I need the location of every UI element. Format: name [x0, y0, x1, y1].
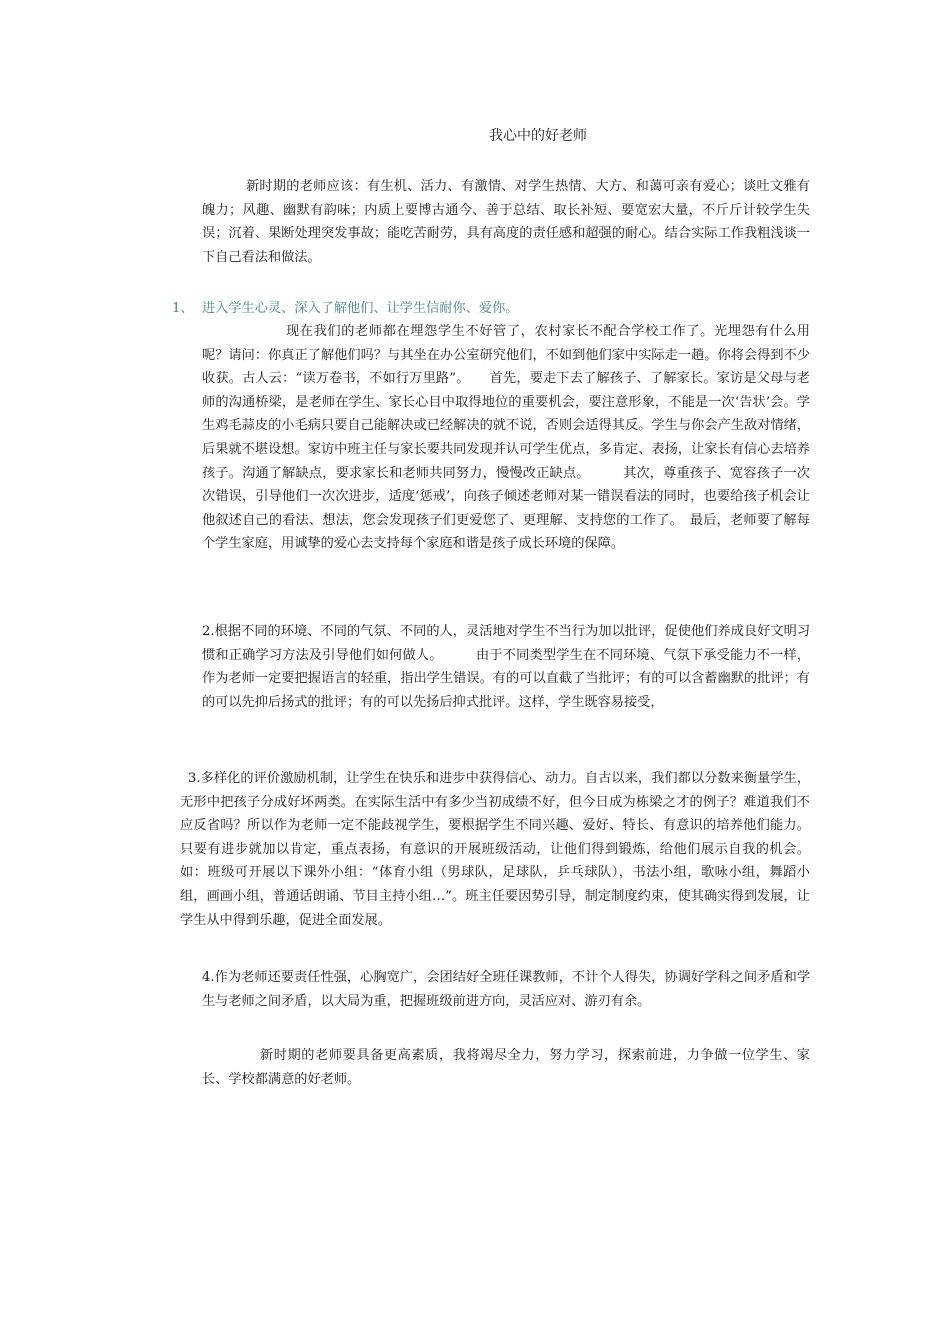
section-3-paragraph: 3.多样化的评价激励机制，让学生在快乐和进步中获得信心、动力。自古以来，我们都以分数来衡量学生，无形中把孩子分成好坏两类。在实际生活中有多少当初成绩不好，但今日成为栋梁之才的例子？难道我们不应反省吗？所以作为老师一定不能歧视学生，要根据学生不同兴趣、爱好、特长、有意识的培养他们能力。只要有进步就加以肯定，重点表扬，有意识的开展班级活动，让他们得到锻炼，给他们展示自我的机会。如：班级可开展以下课外小组：“体育小组（男球队，足球队，乒乓球队），书法小组，歌咏小组，舞蹈小组，画画小组，普通话朗诵、节目主持小组…”。班主任要因势引导，制定制度约束，使其确实得到发展，让学生从中得到乐趣，促进全面发展。 [180, 771, 810, 928]
section-1-heading [172, 297, 519, 321]
section-1-number: 1、 [172, 301, 194, 316]
section-4-paragraph: 4.作为老师还要责任性强，心胸宽广，会团结好全班任课教师，不计个人得失，协调好学科之间矛盾和学生与老师之间矛盾，以大局为重，把握班级前进方向，灵活应对、游刃有余。 [202, 970, 810, 1009]
intro-paragraph: 新时期的老师应该：有生机、活力、有激情、对学生热情、大方、和蔼可亲有爱心；谈吐文雅有魄力；风趣、幽默有韵味；内质上要博古通今、善于总结、取长补短、要宽宏大量，不斤斤计较学生失误；沉着、果断处理突发事故；能吃苦耐劳，具有高度的责任感和超强的耐心。结合实际工作我粗浅谈一下自己看法和做法。 [202, 179, 810, 265]
page-title: 我心中的好老师 [489, 128, 587, 144]
conclusion-paragraph: 新时期的老师要具备更高素质，我将竭尽全力，努力学习，探索前进，力争做一位学生、家长、学校都满意的好老师。 [202, 1048, 810, 1087]
section-2-paragraph: 2.根据不同的环境、不同的气氛、不同的人，灵活地对学生不当行为加以批评，促使他们养成良好文明习惯和正确学习方法及引导他们如何做人。 由于不同类型学生在不同环境、气氛下承受能力不一样，作为老师一定要把握语言的轻重，指出学生错误。有的可以直截了当批评；有的可以含蓄幽默的批评；有的可以先抑后扬式的批评；有的可以先扬后抑式批评。这样，学生既容易接受， [202, 624, 810, 710]
section-1-heading-text: 进入学生心灵、深入了解他们、让学生信耐你、爱你。 [202, 301, 519, 316]
section-1-body: 现在我们的老师都在埋怨学生不好管了，农村家长不配合学校工作了。光埋怨有什么用呢？请问：你真正了解他们吗？与其坐在办公室研究他们，不如到他们家中实际走一趟。你将会得到不少收获。古人云：“读万卷书，不如行万里路”。 首先，要走下去了解孩子、了解家长。家访是父母与老师的沟通桥梁，是老师在学生、家长心目中取得地位的重要机会，要注意形象，不能是一次‘告状’会。学生鸡毛蒜皮的小毛病只要自己能解决或已经解决的就不说，否则会适得其反。学生与你会产生敌对情绪，后果就不堪设想。家访中班主任与家长要共同发现并认可学生优点，多肯定、表扬，让家长有信心去培养孩子。沟通了解缺点，要求家长和老师共同努力，慢慢改正缺点。 其次，尊重孩子、宽容孩子一次次错误，引导他们一次次进步，适度‘惩戒’，向孩子倾述老师对某一错误看法的同时，也要给孩子机会让他叙述自己的看法、想法，您会发现孩子们更爱您了、更理解、支持您的工作了。 最后，老师要了解每个学生家庭，用诚挚的爱心去支持每个家庭和谐是孩子成长环境的保障。 [202, 324, 810, 552]
